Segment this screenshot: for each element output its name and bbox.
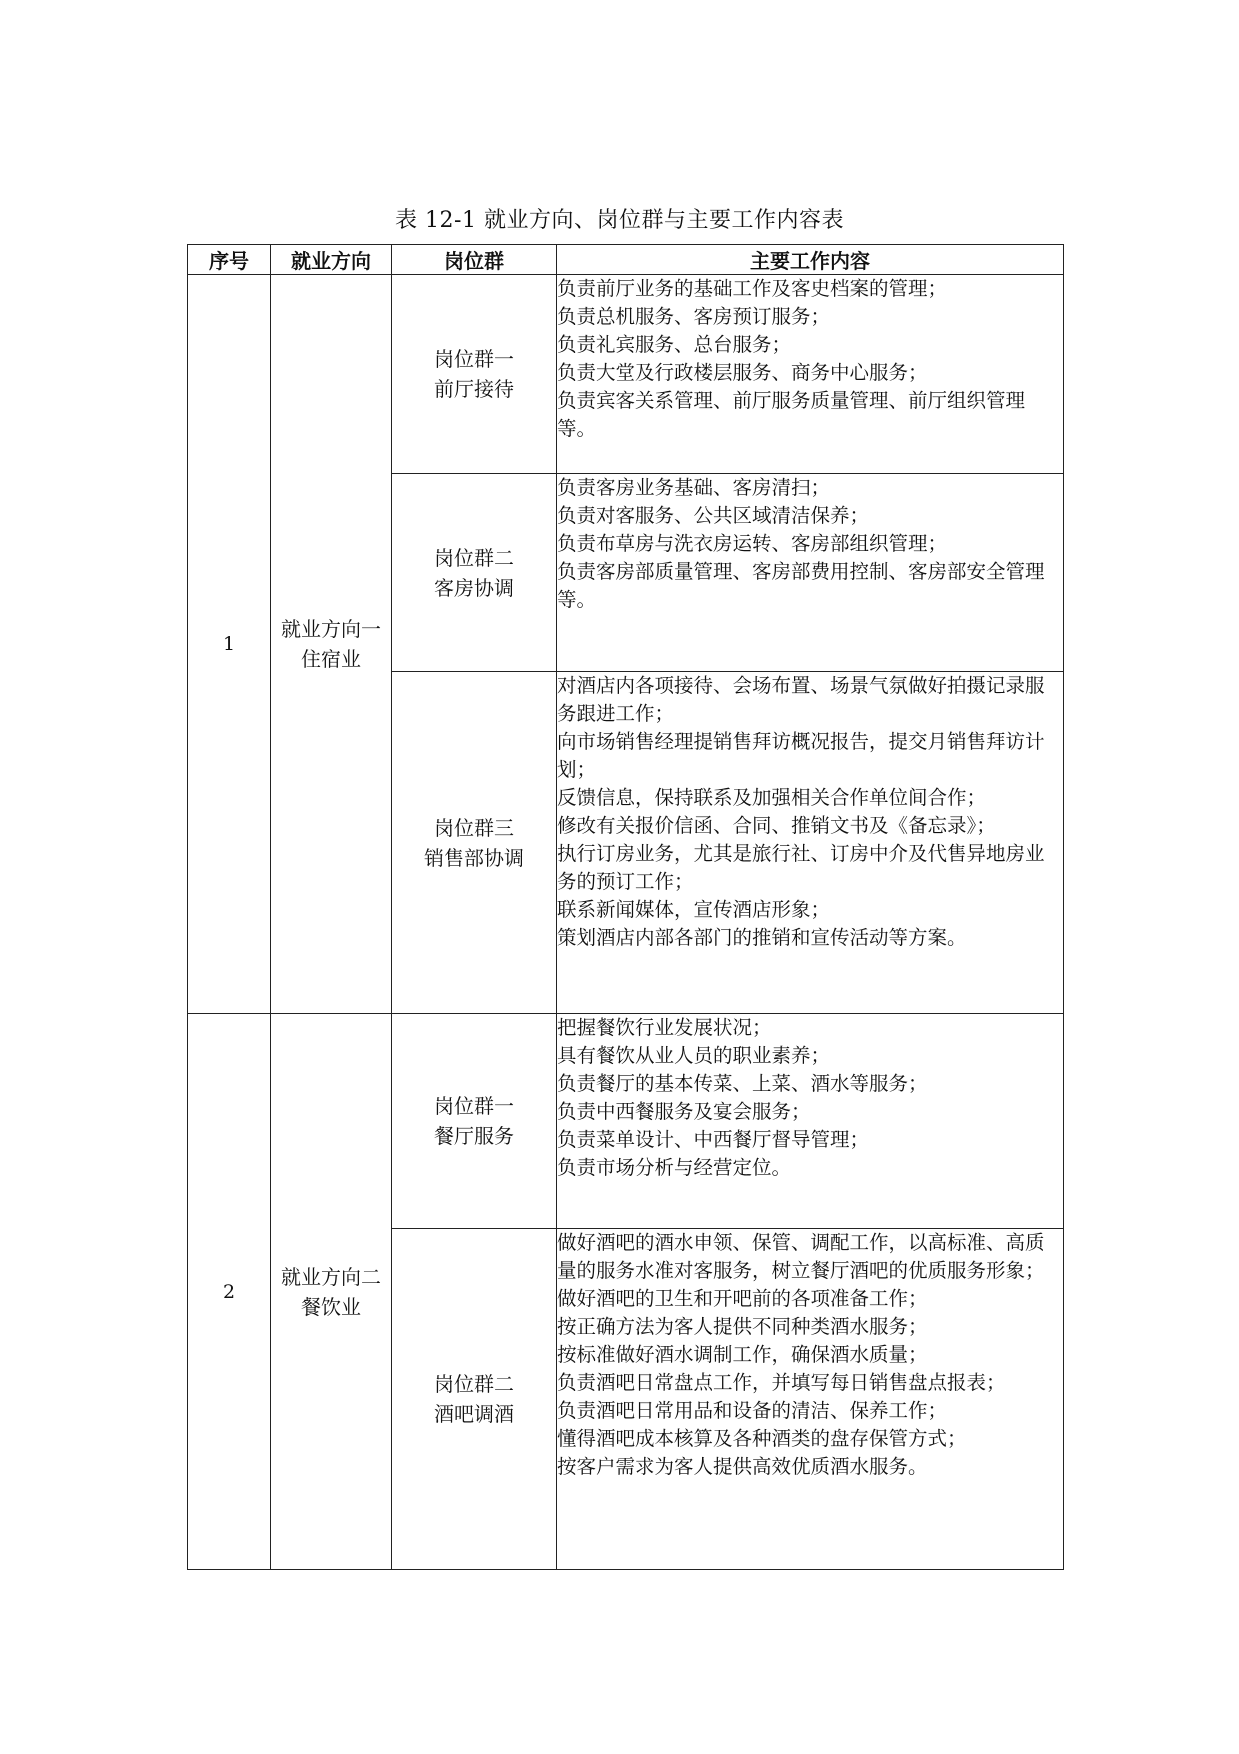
content-line: 负责客房业务基础、客房清扫； <box>557 476 831 499</box>
content-line: 负责礼宾服务、总台服务； <box>557 333 792 356</box>
group-name-line1: 岗位群一 <box>434 1094 514 1118</box>
group-cell <box>392 1014 557 1229</box>
content-line: 负责客房部质量管理、客房部费用控制、客房部安全管理等。 <box>557 560 1045 611</box>
content-line: 负责餐厅的基本传菜、上菜、酒水等服务； <box>557 1072 928 1095</box>
group-name-line2: 客房协调 <box>434 575 514 600</box>
content-line: 修改有关报价信函、合同、推销文书及《备忘录》； <box>557 814 996 837</box>
group-name-line1: 岗位群二 <box>434 545 514 570</box>
table-row <box>188 275 1064 474</box>
content-line: 执行订房业务，尤其是旅行社、订房中介及代售异地房业务的预订工作； <box>557 842 1045 893</box>
content-line: 负责对客服务、公共区域清洁保养； <box>557 504 870 527</box>
direction-name-line1: 就业方向二 <box>281 1264 381 1289</box>
group-name-line1: 岗位群一 <box>434 347 514 371</box>
content-line: 做好酒吧的酒水申领、保管、调配工作，以高标准、高质量的服务水准对客服务，树立餐厅酒吧的优质服务形象； <box>557 1231 1045 1282</box>
header-row <box>188 245 1064 275</box>
group-cell <box>392 474 557 672</box>
header-seq: 序号 <box>188 245 271 275</box>
content-line: 策划酒店内部各部门的推销和宣传活动等方案。 <box>557 926 967 949</box>
content-line: 联系新闻媒体，宣传酒店形象； <box>557 898 831 921</box>
employment-table <box>187 244 1064 1570</box>
direction-cell <box>271 275 392 1014</box>
content-line: 负责布草房与洗衣房运转、客房部组织管理； <box>557 532 948 555</box>
group-name-line2: 餐厅服务 <box>434 1124 514 1148</box>
header-group: 岗位群 <box>392 245 557 275</box>
content-line: 负责前厅业务的基础工作及客史档案的管理； <box>557 277 948 300</box>
content-cell <box>557 672 1064 1014</box>
content-line: 懂得酒吧成本核算及各种酒类的盘存保管方式； <box>557 1427 967 1450</box>
seq-cell: 1 <box>188 275 271 1014</box>
direction-name-line2: 餐饮业 <box>301 1294 361 1319</box>
content-cell <box>557 1014 1064 1229</box>
content-line: 把握餐饮行业发展状况； <box>557 1016 772 1039</box>
content-cell <box>557 275 1064 474</box>
content-line: 负责中西餐服务及宴会服务； <box>557 1100 811 1123</box>
content-line: 负责菜单设计、中西餐厅督导管理； <box>557 1128 870 1151</box>
content-cell <box>557 474 1064 672</box>
content-line: 负责总机服务、客房预订服务； <box>557 305 831 328</box>
content-cell <box>557 1229 1064 1570</box>
content-line: 负责宾客关系管理、前厅服务质量管理、前厅组织管理等。 <box>557 389 1026 440</box>
header-content: 主要工作内容 <box>557 245 1064 275</box>
group-cell <box>392 275 557 474</box>
table-row <box>188 1014 1064 1229</box>
table-title: 表 12-1 就业方向、岗位群与主要工作内容表 <box>395 208 844 233</box>
group-name-line2: 酒吧调酒 <box>434 1402 514 1426</box>
content-line: 负责酒吧日常用品和设备的清洁、保养工作； <box>557 1399 948 1422</box>
seq-cell: 2 <box>188 1014 271 1570</box>
content-line: 负责酒吧日常盘点工作，并填写每日销售盘点报表； <box>557 1371 1006 1394</box>
direction-name-line2: 住宿业 <box>301 647 361 671</box>
group-name-line1: 岗位群二 <box>434 1372 514 1396</box>
content-line: 负责大堂及行政楼层服务、商务中心服务； <box>557 361 928 384</box>
direction-name-line1: 就业方向一 <box>281 617 381 641</box>
content-line: 按正确方法为客人提供不同种类酒水服务； <box>557 1315 928 1338</box>
content-line: 按客户需求为客人提供高效优质酒水服务。 <box>557 1455 928 1478</box>
content-line: 按标准做好酒水调制工作，确保酒水质量； <box>557 1343 928 1366</box>
content-line: 具有餐饮从业人员的职业素养； <box>557 1044 831 1067</box>
content-line: 对酒店内各项接待、会场布置、场景气氛做好拍摄记录服务跟进工作； <box>557 674 1045 725</box>
group-name-line2: 销售部协调 <box>424 845 524 870</box>
content-line: 向市场销售经理提销售拜访概况报告，提交月销售拜访计划； <box>557 730 1045 781</box>
direction-cell <box>271 1014 392 1570</box>
content-line: 反馈信息，保持联系及加强相关合作单位间合作； <box>557 786 987 809</box>
group-cell <box>392 1229 557 1570</box>
group-name-line1: 岗位群三 <box>434 815 514 840</box>
content-line: 做好酒吧的卫生和开吧前的各项准备工作； <box>557 1287 928 1310</box>
header-direction: 就业方向 <box>271 245 392 275</box>
group-cell <box>392 672 557 1014</box>
content-line: 负责市场分析与经营定位。 <box>557 1156 792 1179</box>
group-name-line2: 前厅接待 <box>434 377 514 401</box>
